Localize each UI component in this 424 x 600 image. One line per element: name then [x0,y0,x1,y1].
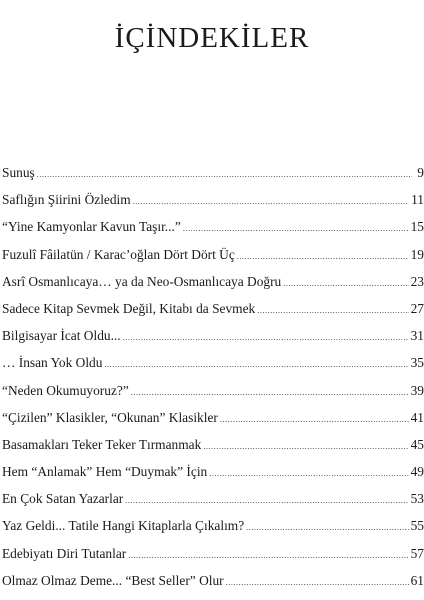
toc-entry [0,458,424,485]
toc-entry [0,512,424,539]
dot-leader [220,406,409,433]
toc-entry [0,268,424,295]
toc-entry-page: 9 [417,165,424,180]
toc-entry-title: “Çizilen” Klasikler, “Okunan” Klasikler [2,409,218,425]
toc-entry [0,540,424,567]
toc-entry-title: Bilgisayar İcat Oldu... [2,328,121,344]
toc-entry [0,295,424,322]
dot-leader [128,542,408,569]
toc-entry-page: 53 [410,491,424,507]
toc-entry-page: 55 [410,518,424,534]
toc-entry-title: … İnsan Yok Oldu [2,355,103,371]
toc-entry-page: 49 [410,464,424,480]
dot-leader [209,460,408,487]
toc-entry-page: 31 [410,328,424,344]
toc-entry-title: Basamakları Teker Teker Tırmanmak [2,436,202,452]
toc-entry-title: Sadece Kitap Sevmek Değil, Kitabı da Sevmek [2,300,256,316]
dot-leader [131,379,409,406]
toc-entry-title: Yaz Geldi... Tatile Hangi Kitaplarla Çıkalım? [2,518,245,534]
toc-entry-title: Sunuş [2,165,35,180]
toc-entry-page: 45 [410,436,424,452]
toc-entry [0,241,424,268]
toc-entry-page: 61 [410,572,424,588]
toc-entry [0,431,424,458]
toc-entry-page: 19 [410,246,424,262]
dot-leader [133,188,409,215]
toc-entry [0,485,424,512]
toc-entry-title: “Neden Okumuyoruz?” [2,382,129,398]
dot-leader [104,351,408,378]
toc-entry-title: “Yine Kamyonlar Kavun Taşır...” [2,219,181,235]
dot-leader [123,324,409,351]
toc-entry [0,213,424,240]
dot-leader [257,297,408,324]
toc-entry-page: 39 [410,382,424,398]
table-of-contents [0,159,424,594]
toc-entry-title: Saflığın Şiirini Özledim [2,192,131,208]
toc-entry [0,377,424,404]
toc-entry-page: 23 [410,273,424,289]
dot-leader [37,161,412,188]
toc-entry-title: Olmaz Olmaz Deme... “Best Seller” Olur [2,572,224,588]
dot-leader [226,569,409,596]
toc-entry [0,322,424,349]
dot-leader [246,514,408,541]
dot-leader [183,215,409,242]
toc-entry-title: Hem “Anlamak” Hem “Duymak” İçin [2,464,208,480]
toc-entry-page: 27 [410,300,424,316]
dot-leader [125,487,408,514]
toc-entry-page: 35 [410,355,424,371]
toc-entry-title: Fuzulî Fâilatün / Karac’oğlan Dört Dört Üç [2,246,235,262]
toc-entry-page: 57 [410,545,424,561]
toc-entry [0,349,424,376]
toc-entry [0,404,424,431]
toc-entry-page: 41 [410,409,424,425]
toc-entry-title: En Çok Satan Yazarlar [2,491,124,507]
toc-entry-page: 15 [410,219,424,235]
toc-entry [0,186,424,213]
dot-leader [283,270,408,297]
toc-entry [0,159,424,186]
dot-leader [237,243,409,270]
toc-entry-title: Edebiyatı Diri Tutanlar [2,545,127,561]
page-title: İÇİNDEKİLER [114,22,310,54]
toc-entry-page: 11 [411,192,424,208]
toc-entry [0,567,424,594]
toc-entry-title: Asrî Osmanlıcaya… ya da Neo-Osmanlıcaya Doğru [2,273,282,289]
dot-leader [203,433,408,460]
